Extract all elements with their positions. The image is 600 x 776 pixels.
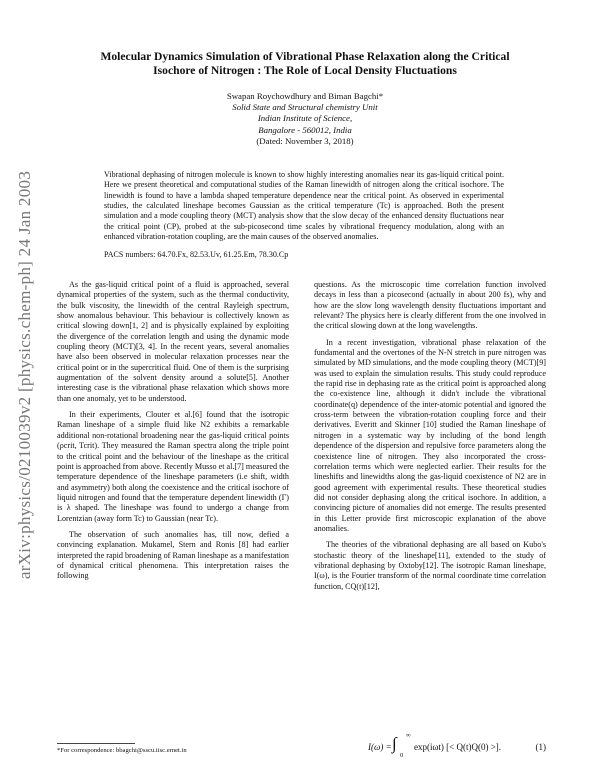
arxiv-sidebar xyxy=(10,140,40,610)
equation-lhs: I(ω) = xyxy=(368,742,392,752)
author-block xyxy=(60,91,550,147)
left-paragraph-3: The observation of such anomalies has, till now, defied a convincing explanation. Mukamel, Stern and Ronis [8] had earlier interpreted the rapid broadening of Raman lineshape as a manifestation of dynamical critical phenomena. This interpretation raises the following xyxy=(57,529,289,581)
right-paragraph-3: The theories of the vibrational dephasing are all based on Kubo's stochastic theory of the lineshape[11], extended to the study of vibrational dephasing by Oxtoby[12]. The isotropic Raman lineshape, I(ω), is the Fourier transform of the normal coordinate time correlation function, CQ(t)[12], xyxy=(314,540,546,591)
right-paragraph-2: In a recent investigation, vibrational phase relaxation of the fundamental and the overtones of the N-N stretch in pure nitrogen was simulated by MD simulations, and the mode coupling theory (MCT)[9] was used to explain the simulation results. This study could reproduce the rapid rise in dephasing rate as the critical point is approached along the co-existence line, although it didn't include the vibrational coordinate(q) dependence of the inter-atomic potential and ignored the cross-term between the vibration-rotation coupling force and their derivatives. Everitt and Skinner [10] studied the Raman lineshape of nitrogen in a systematic way by including of the bond length dependence of the dispersion and repulsive force parameters along the coexistence line of nitrogen. They also incorporated the cross-correlation terms which were neglected earlier. Their results for the lineshifts and linewidths along the gas-liquid coexistence of N2 are in good agreement with experimental results. These theoretical studies did not consider dephasing along the critical isochore. In addition, a convincing picture of anomalies did not emerge. The results presented in this Letter provide first microscopic explanation of the above anomalies. xyxy=(314,337,546,533)
authors: Swapan Roychowdhury and Biman Bagchi* xyxy=(226,91,384,101)
equation-1 xyxy=(314,732,546,760)
integral-sign: ∫ xyxy=(392,734,397,753)
affiliation-2: Indian Institute of Science, xyxy=(257,113,353,124)
left-paragraph-1: As the gas-liquid critical point of a fluid is approached, several dynamical properties of the system, such as the thermal conductivity, the bulk viscosity, the linewidth of the central Rayleigh spectrum, show anomalous behaviour. This behaviour is collectively known as critical slowing down[1, 2] and is physically explained by exploiting the divergence of the correlation length and using the dynamic mode coupling theory (MCT)[3, 4]. In the recent years, several anomalies have also been observed in molecular relaxation processes near the critical point or in the supercritical fluid. One of them is the surprising augmentation of the solvent density around a solute[5]. Another interesting case is the vibrational phase relaxation which shows more than one anomaly, yet to be understood. xyxy=(57,280,289,403)
affiliation-1: Solid State and Structural chemistry Unit xyxy=(232,102,378,113)
left-paragraph-2: In their experiments, Clouter et al.[6] found that the isotropic Raman lineshape of a simple fluid like N2 exhibits a remarkable additional non-rotational broadening near the gas-liquid critical points (ρcrit, Tcrit). They measured the Raman spectra along the triple point to the critical point and the behaviour of the lineshape as the critical point is approached from above. Recently Musso et al.[7] measured the temperature dependence of the lineshape parameters (i.e shift, width and asymmetry) both along the coexistence and the critical isochore of liquid nitrogen and found that the temperature dependent linewidth (Γ) is λ shaped. The lineshape was found to undergo a change from Lorentzian (away form Tc) to Gaussian (near Tc). xyxy=(57,410,289,523)
abstract: Vibrational dephasing of nitrogen molecule is known to show highly interesting anomalies near its gas-liquid critical point. Here we present theoretical and computational studies of the Raman linewidth of nitrogen along the critical isochore. The linewidth is found to have a lambda shaped temperature dependence near the critical point. As observed in experimental studies, the calculated lineshape becomes Gaussian as the critical temperature (Tc) is approached. Both the present simulation and a mode coupling theory (MCT) analysis show that the slow decay of the enhanced density fluctuations near the critical point (CP), probed at the sub-picosecond time scales by vibrational frequency modulation, along with an enhanced vibration-rotation coupling, are the main causes of the observed anomalies. xyxy=(104,170,504,242)
paper-title xyxy=(60,50,550,78)
date-line: (Dated: November 3, 2018) xyxy=(256,135,354,146)
footnote-rule xyxy=(57,743,135,744)
left-column xyxy=(57,280,289,588)
title-line-2: Isochore of Nitrogen : The Role of Local Density Fluctuations xyxy=(153,64,457,77)
equation-number: (1) xyxy=(535,742,546,752)
integral-lower-limit: 0 xyxy=(400,752,404,759)
arxiv-identifier: arXiv:physics/0210039v2 [physics.chem-ph] 24 Jan 2003 xyxy=(15,170,35,580)
right-column xyxy=(314,280,546,598)
pacs-numbers: PACS numbers: 64.70.Fx, 82.53.Uv, 61.25.Em, 78.30.Cp xyxy=(104,250,289,259)
integral-upper-limit: ∞ xyxy=(406,732,411,739)
affiliation-3: Bangalore - 560012, India xyxy=(258,124,352,135)
equation-rhs: exp(iωt) [< Q(t)Q(0) >]. xyxy=(414,742,502,752)
right-paragraph-1: questions. As the microscopic time correlation function involved decays in less than a picosecond (actually in about 200 fs), why and how are the slow long wavelength density fluctuations important and relevant? The physics here is clearly different from the one involved in the critical slowing down at the long wavelengths. xyxy=(314,280,546,331)
footnote: *For correspondence: bbagchi@sscu.iisc.ernet.in xyxy=(57,747,187,754)
title-line-1: Molecular Dynamics Simulation of Vibrational Phase Relaxation along the Critical xyxy=(100,50,510,63)
